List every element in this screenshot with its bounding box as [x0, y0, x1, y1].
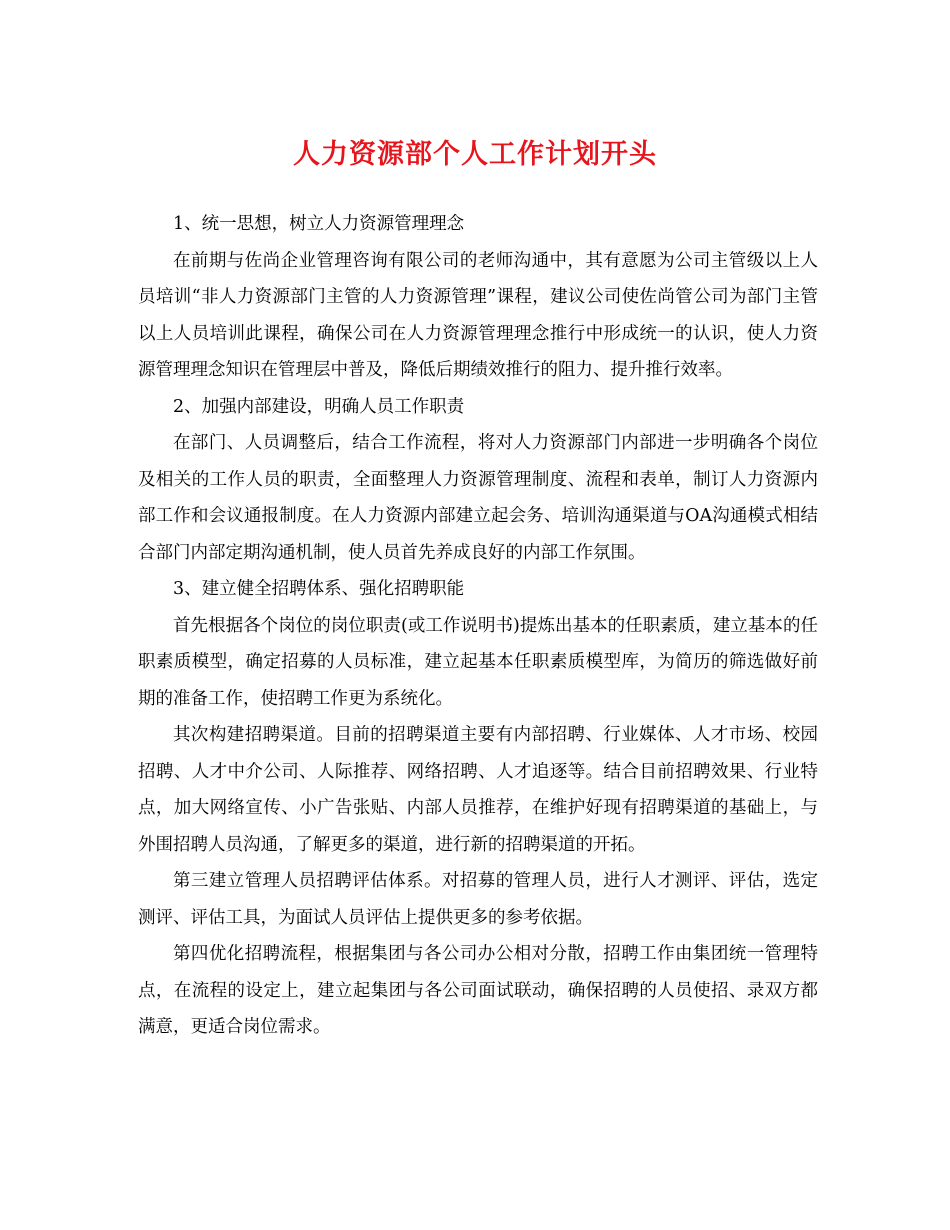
section-heading-2: 2、加强内部建设，明确人员工作职责: [173, 396, 465, 417]
paragraph-3: 首先根据各个岗位的岗位职责(或工作说明书)提炼出基本的任职素质，建立基本的任职素质模型，确定招募的人员标准，建立起基本任职素质模型库，为简历的筛选做好前期的准备工作，使招聘工作更为系统化。: [138, 615, 818, 709]
paragraph-4: 其次构建招聘渠道。目前的招聘渠道主要有内部招聘、行业媒体、人才市场、校园招聘、人才中介公司、人际推荐、网络招聘、人才追逐等。结合目前招聘效果、行业特点，加大网络宣传、小广告张贴、内部人员推荐，在维护好现有招聘渠道的基础上，与外围招聘人员沟通，了解更多的渠道，进行新的招聘渠道的开拓。: [138, 725, 818, 855]
section-heading-1: 1、统一思想，树立人力资源管理理念: [173, 214, 465, 234]
paragraph-6: 第四优化招聘流程，根据集团与各公司办公相对分散，招聘工作由集团统一管理特点，在流程的设定上，建立起集团与各公司面试联动，确保招聘的人员使招、录双方都满意，更适合岗位需求。: [138, 944, 818, 1037]
document-body: [138, 206, 818, 1046]
section-heading-3: 3、建立健全招聘体系、强化招聘职能: [173, 579, 465, 599]
document-title: 人力资源部个人工作计划开头: [293, 139, 657, 170]
paragraph-2: 在部门、人员调整后，结合工作流程，将对人力资源部门内部进一步明确各个岗位及相关的工作人员的职责，全面整理人力资源管理制度、流程和表单，制订人力资源内部工作和会议通报制度。在人力资源内部建立起会务、培训沟通渠道与OA沟通模式相结合部门内部定期沟通机制，使人员首先养成良好的内部工作氛围。: [138, 433, 818, 563]
paragraph-1: 在前期与佐尚企业管理咨询有限公司的老师沟通中，其有意愿为公司主管级以上人员培训“非人力资源部门主管的人力资源管理”课程，建议公司使佐尚管公司为部门主管以上人员培训此课程，确保公司在人力资源管理理念推行中形成统一的认识，使人力资源管理理念知识在管理层中普及，降低后期绩效推行的阻力、提升推行效率。: [138, 250, 818, 380]
paragraph-5: 第三建立管理人员招聘评估体系。对招募的管理人员，进行人才测评、评估，选定测评、评估工具，为面试人员评估上提供更多的参考依据。: [138, 871, 818, 928]
